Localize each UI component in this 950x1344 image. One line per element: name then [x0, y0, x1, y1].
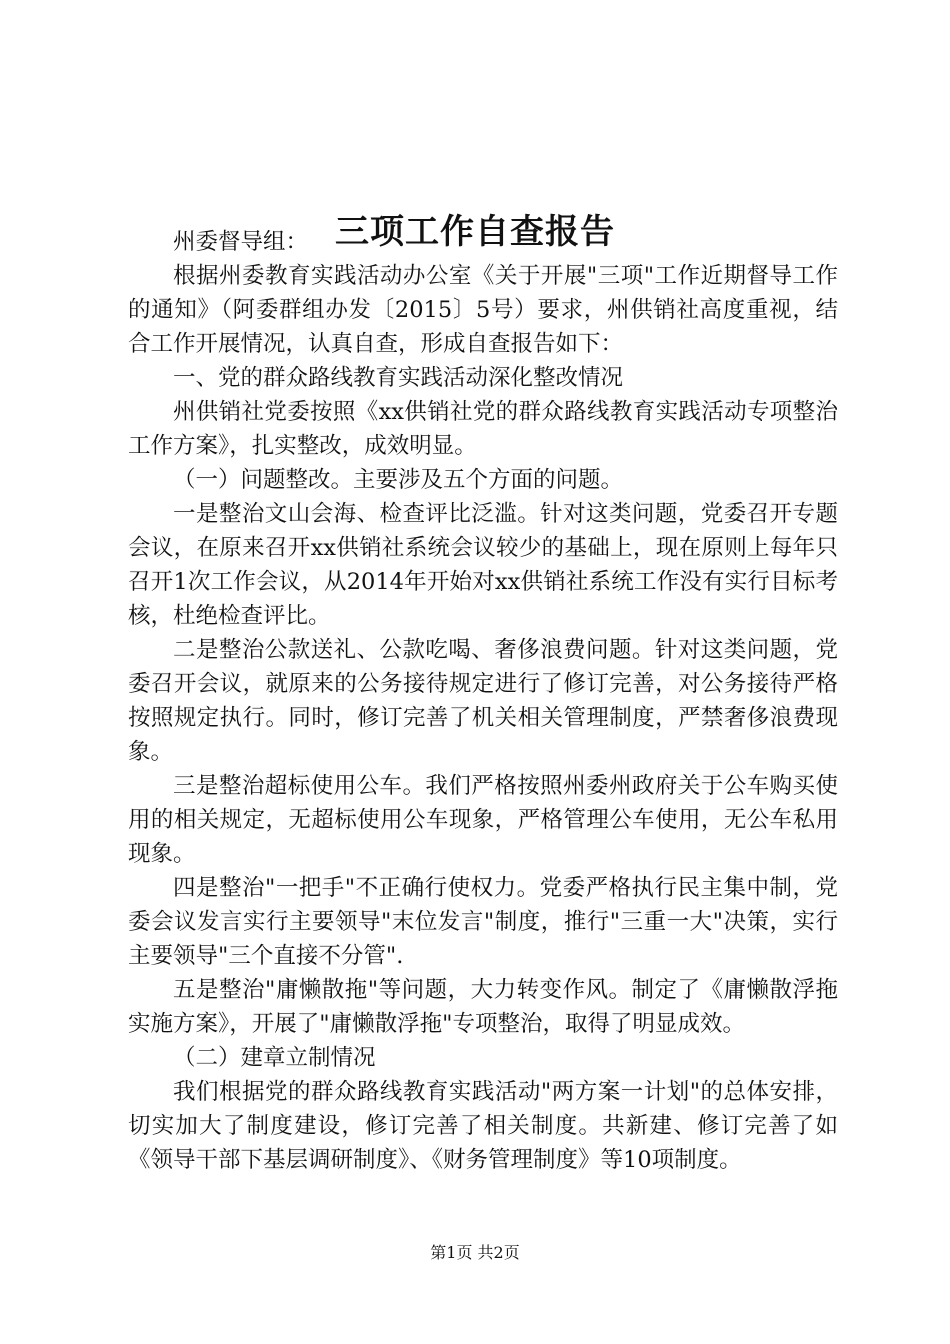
subsection-heading-1: （一）问题整改。主要涉及五个方面的问题。: [173, 467, 624, 493]
item-1-paragraph: 一是整治文山会海、检查评比泛滥。针对这类问题，党委召开专题会议，在原来召开xx供销社系统会议较少的基础上，现在原则上每年只召开1次工作会议，从2014年开始对xx供销社系统工作没有实行目标考核，杜绝检查评比。: [128, 501, 838, 629]
intro-paragraph: 根据州委教育实践活动办公室《关于开展"三项"工作近期督导工作的通知》（阿委群组办发〔2015〕5号）要求，州供销社高度重视，结合工作开展情况，认真自查，形成自查报告如下：: [128, 263, 838, 357]
rules-paragraph: 我们根据党的群众路线教育实践活动"两方案一计划"的总体安排，切实加大了制度建设，修订完善了相关制度。共新建、修订完善了如《领导干部下基层调研制度》、《财务管理制度》等10项制度。: [128, 1079, 838, 1173]
page-title: 三项工作自查报告: [335, 211, 615, 252]
page-footer: 第1页 共2页: [430, 1243, 520, 1262]
document-body: [128, 225, 838, 1177]
salutation: 州委督导组：: [173, 229, 309, 255]
item-2-paragraph: 二是整治公款送礼、公款吃喝、奢侈浪费问题。针对这类问题，党委召开会议，就原来的公务接待规定进行了修订完善，对公务接待严格按照规定执行。同时，修订完善了机关相关管理制度，严禁奢侈浪费现象。: [128, 637, 838, 765]
section-1-summary: 州供销社党委按照《xx供销社党的群众路线教育实践活动专项整治工作方案》，扎实整改，成效明显。: [128, 399, 838, 459]
item-3-paragraph: 三是整治超标使用公车。我们严格按照州委州政府关于公车购买使用的相关规定，无超标使用公车现象，严格管理公车使用，无公车私用现象。: [128, 773, 838, 867]
subsection-heading-2: （二）建章立制情况: [173, 1045, 376, 1071]
section-heading-1: 一、党的群众路线教育实践活动深化整改情况: [173, 365, 624, 391]
item-4-paragraph: 四是整治"一把手"不正确行使权力。党委严格执行民主集中制，党委会议发言实行主要领导"末位发言"制度，推行"三重一大"决策，实行主要领导"三个直接不分管".: [128, 875, 838, 969]
item-5-paragraph: 五是整治"庸懒散拖"等问题，大力转变作风。制定了《庸懒散浮拖实施方案》，开展了"庸懒散浮拖"专项整治，取得了明显成效。: [128, 977, 838, 1037]
